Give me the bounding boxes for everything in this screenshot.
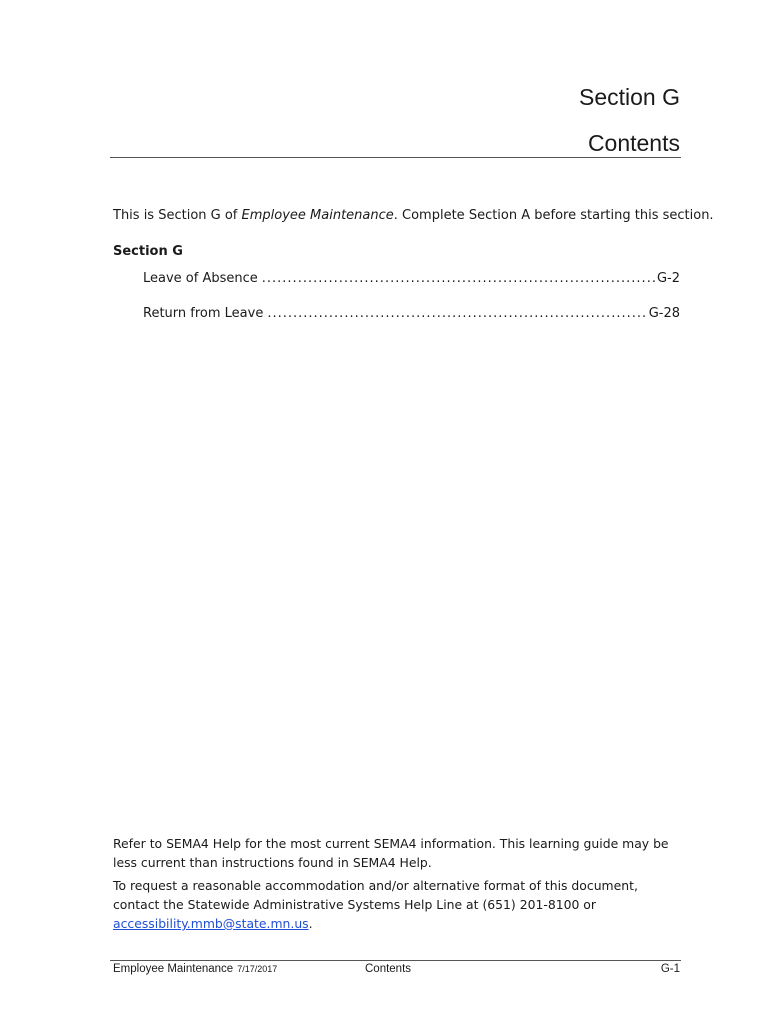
footer-section-name: Contents [365,963,412,975]
intro-prefix: This is Section G of [113,208,242,223]
intro-suffix: . Complete Section A before starting this section. [393,208,714,223]
toc-entry-leave-of-absence[interactable] [143,271,680,289]
toc-entry-page: G-2 [656,271,680,286]
section-title: Section G [579,84,680,110]
intro-doc-title: Employee Maintenance [241,208,394,223]
accessibility-email-link[interactable]: accessibility.mmb@state.mn.us [113,916,309,931]
intro-paragraph [113,208,714,223]
accommodation-text: To request a reasonable accommodation and/or alternative format of this document, contact the Statewide Administrative Systems Help Line at (651) 201-8100 or [113,878,638,912]
toc-entry-label: Leave of Absence [143,271,258,286]
toc-heading: Section G [113,244,183,259]
toc-entry-return-from-leave[interactable] [143,306,680,324]
contents-title: Contents [587,130,680,156]
footer-date: 7/17/2017 [237,964,278,974]
footer-page-number: G-1 [660,963,680,975]
help-note: Refer to SEMA4 Help for the most current SEMA4 information. This learning guide may be less current than instructions found in SEMA4 Help. [113,836,669,870]
toc-dot-leader [267,306,647,321]
header-divider [110,157,681,158]
toc-entry-page: G-28 [648,306,680,321]
accommodation-note [113,876,683,933]
accommodation-suffix: . [308,916,313,931]
footer-doc-name: Employee Maintenance [113,963,234,975]
footer-doc-info [113,963,277,975]
footer-divider [110,960,681,961]
toc-dot-leader [262,271,656,286]
toc-entry-label: Return from Leave [143,306,264,321]
